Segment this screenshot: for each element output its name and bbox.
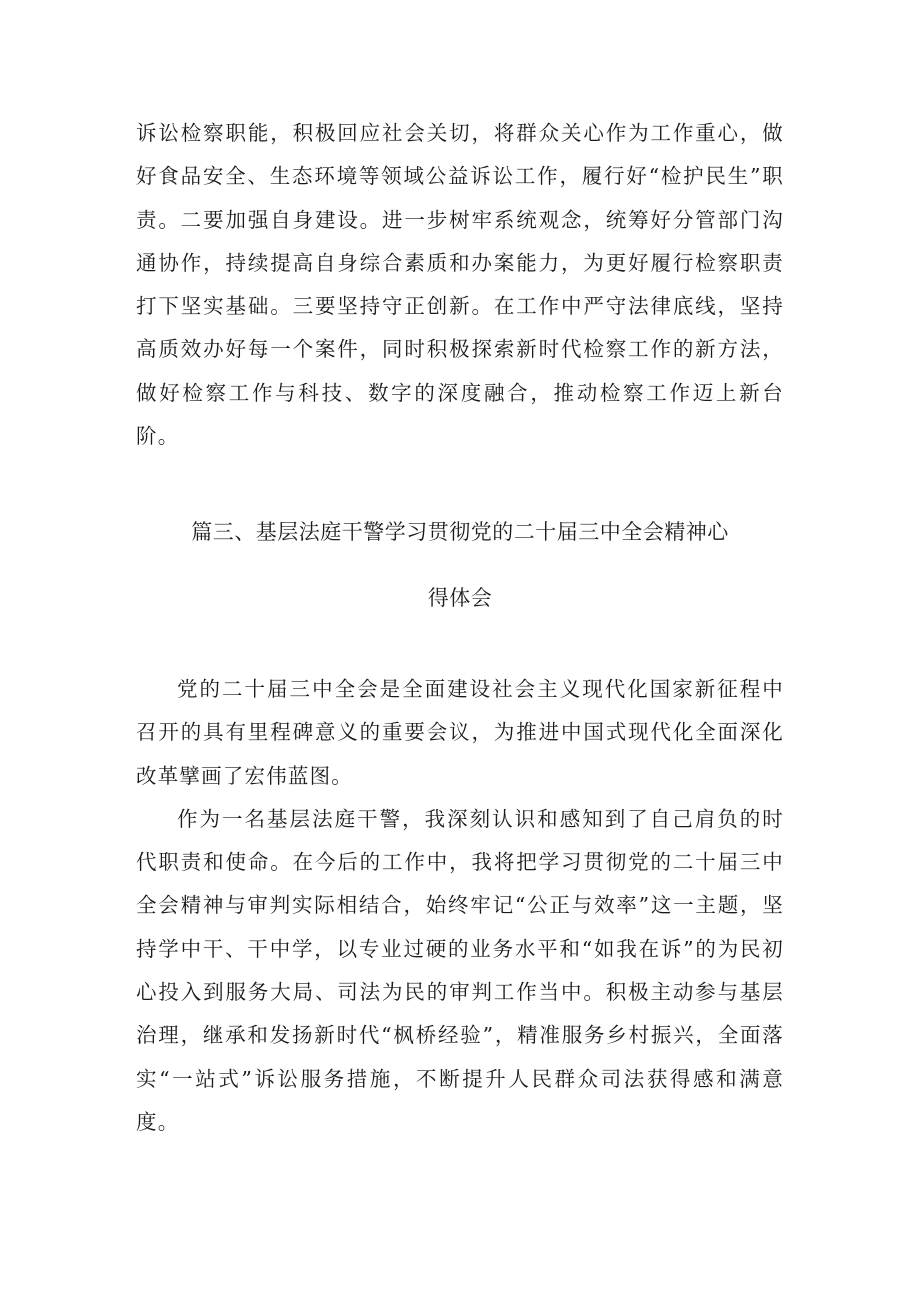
body-paragraph-2: 作为一名基层法庭干警，我深刻认识和感知到了自己肩负的时代职责和使命。在今后的工作中，我将把学习贯彻党的二十届三中全会精神与审判实际相结合，始终牢记“公正与效率”这一主题，坚持学中干、干中学，以专业过硬的业务水平和“如我在诉”的为民初心投入到服务大局、司法为民的审判工作当中。积极主动参与基层治理，继承和发扬新时代“枫桥经验”，精准服务乡村振兴，全面落实“一站式”诉讼服务措施，不断提升人民群众司法获得感和满意度。 <box>136 806 784 1134</box>
continuation-paragraph: 诉讼检察职能，积极回应社会关切，将群众关心作为工作重心，做好食品安全、生态环境等领域公益诉讼工作，履行好“检护民生”职责。二要加强自身建设。进一步树牢系统观念，统筹好分管部门沟通协作，持续提高自身综合素质和办案能力，为更好履行检察职责打下坚实基础。三要坚持守正创新。在工作中严守法律底线，坚持高质效办好每一个案件，同时积极探索新时代检察工作的新方法，做好检察工作与科技、数字的深度融合，推动检察工作迈上新台阶。 <box>136 121 784 449</box>
section-heading-line-2: 得体会 <box>427 586 493 610</box>
continuation-text-block <box>136 112 784 458</box>
body-paragraph-1: 党的二十届三中全会是全面建设社会主义现代化国家新征程中召开的具有里程碑意义的重要会议，为推进中国式现代化全面深化改革擘画了宏伟蓝图。 <box>136 677 784 788</box>
section-heading <box>120 499 800 631</box>
section-heading-line-1: 篇三、基层法庭干警学习贯彻党的二十届三中全会精神心 <box>191 520 729 544</box>
body-text-block <box>136 668 784 1144</box>
